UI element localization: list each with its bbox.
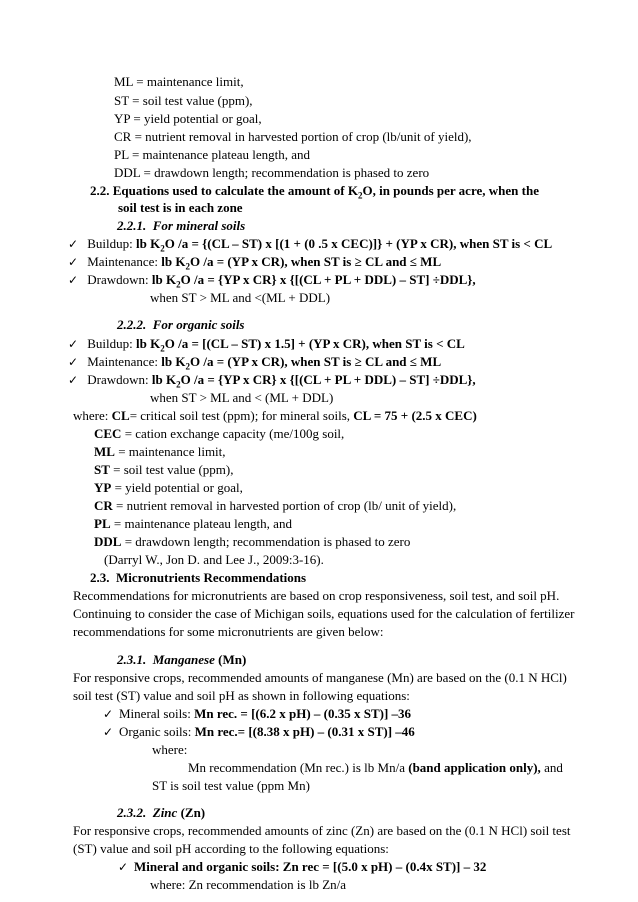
mineral-drawdown: ✓ Drawdown: lb $K_2O$ /a = {YP x CR} x {[(CL + PL + DDL) – ST] ÷DDL}, — [68, 272, 476, 290]
organic-drawdown: ✓ Drawdown: lb $K_2O$ /a = {YP x CR} x {[(CL + PL + DDL) – ST] ÷DDL}, — [68, 372, 476, 390]
mn-note: Mn recommendation (Mn rec.) is lb Mn/a (band application only), and — [188, 760, 563, 775]
mn-where: where: — [152, 742, 188, 757]
zn-para-line-1: For responsive crops, recommended amounts of zinc (Zn) are based on the (0.1 N HCl) soil test — [73, 823, 571, 838]
def-pl: PL = maintenance plateau length, and — [114, 147, 311, 162]
section-2-2-1-heading: 2.2.1. For mineral soils — [117, 218, 246, 233]
section-2-3-heading: 2.3. Micronutrients Recommendations — [90, 570, 307, 585]
section-2-2-2-heading: 2.2.2. For organic soils — [117, 317, 245, 332]
mn-para-line-2: soil test (ST) value and soil pH as shown in following equations: — [73, 688, 410, 703]
def-ddl: DDL = drawdown length; recommendation is phased to zero — [114, 165, 430, 180]
citation: (Darryl W., Jon D. and Lee J., 2009:3-16). — [104, 552, 324, 567]
section-2-2-heading-cont: soil test is in each zone — [118, 200, 243, 215]
organic-maintenance: ✓ Maintenance: lb $K_2O$ /a = (YP x CR), when ST is ≥ CL and ≤ ML — [68, 354, 442, 372]
section-2-2-heading: 2.2. Equations used to calculate the amount of $K_2O$, in pounds per acre, when the — [90, 183, 539, 201]
def-cr: CR = nutrient removal in harvested portion of crop (lb/unit of yield), — [114, 129, 472, 144]
checkmark-icon: ✓ — [68, 255, 79, 269]
checkmark-icon: ✓ — [68, 373, 79, 387]
organic-drawdown-condition: when ST > ML and < (ML + DDL) — [150, 390, 334, 405]
mn-note-2: ST is soil test value (ppm Mn) — [152, 778, 310, 793]
section-number: 2.2. — [90, 183, 110, 198]
checkmark-icon: ✓ — [103, 707, 114, 721]
organic-buildup: ✓ Buildup: lb $K_2O$ /a = [(CL – ST) x 1.5] + (YP x CR), when ST is < CL — [68, 336, 465, 354]
mineral-buildup: ✓ Buildup: lb $K_2O$ /a = {(CL – ST) x [(1 + (0 .5 x CEC)]} + (YP x CR), when ST is < CL — [68, 236, 553, 254]
mn-organic-eq: ✓ Organic soils: Mn rec.= [(8.38 x pH) – (0.31 x ST)] –46 — [103, 724, 415, 739]
def-ml: ML = maintenance limit, — [114, 74, 244, 89]
section-2-3-1-heading: 2.3.1. Manganese (Mn) — [117, 652, 247, 667]
checkmark-icon: ✓ — [118, 860, 129, 874]
def-st-2: ST = soil test value (ppm), — [94, 462, 234, 477]
def-pl-2: PL = maintenance plateau length, and — [94, 516, 292, 531]
mn-para-line-1: For responsive crops, recommended amounts of manganese (Mn) are based on the (0.1 N HCl) — [73, 670, 567, 685]
where-cl-line: where: CL= critical soil test (ppm); for mineral soils, CL = 75 + (2.5 x CEC) — [73, 408, 477, 423]
mineral-maintenance: ✓ Maintenance: lb $K_2O$ /a = (YP x CR), when ST is ≥ CL and ≤ ML — [68, 254, 442, 272]
def-ddl-2: DDL = drawdown length; recommendation is phased to zero — [94, 534, 411, 549]
para-2-3-line-1: Recommendations for micronutrients are based on crop responsiveness, soil test, and soil pH. — [73, 588, 560, 603]
def-yp-2: YP = yield potential or goal, — [94, 480, 243, 495]
checkmark-icon: ✓ — [68, 355, 79, 369]
mineral-drawdown-condition: when ST > ML and <(ML + DDL) — [150, 290, 331, 305]
para-2-3-line-3: recommendations for some micronutrients are given below: — [73, 624, 384, 639]
def-ml-2: ML = maintenance limit, — [94, 444, 226, 459]
def-st: ST = soil test value (ppm), — [114, 93, 253, 108]
section-2-3-2-heading: 2.3.2. Zinc (Zn) — [117, 805, 206, 820]
mn-mineral-eq: ✓ Mineral soils: Mn rec. = [(6.2 x pH) – (0.35 x ST)] –36 — [103, 706, 412, 721]
para-2-3-line-2: Continuing to consider the case of Michigan soils, equations used for the calculation of fertilizer — [73, 606, 575, 621]
checkmark-icon: ✓ — [68, 273, 79, 287]
checkmark-icon: ✓ — [68, 337, 79, 351]
def-cec: CEC = cation exchange capacity (me/100g soil, — [94, 426, 345, 441]
checkmark-icon: ✓ — [103, 725, 114, 739]
zn-eq: ✓ Mineral and organic soils: Zn rec = [(5.0 x pH) – (0.4x ST)] – 32 — [118, 859, 487, 874]
zn-para-line-2: (ST) value and soil pH according to the following equations: — [73, 841, 389, 856]
def-yp: YP = yield potential or goal, — [114, 111, 262, 126]
def-cr-2: CR = nutrient removal in harvested portion of crop (lb/ unit of yield), — [94, 498, 457, 513]
zn-where: where: Zn recommendation is lb Zn/a — [150, 877, 347, 892]
checkmark-icon: ✓ — [68, 237, 79, 251]
